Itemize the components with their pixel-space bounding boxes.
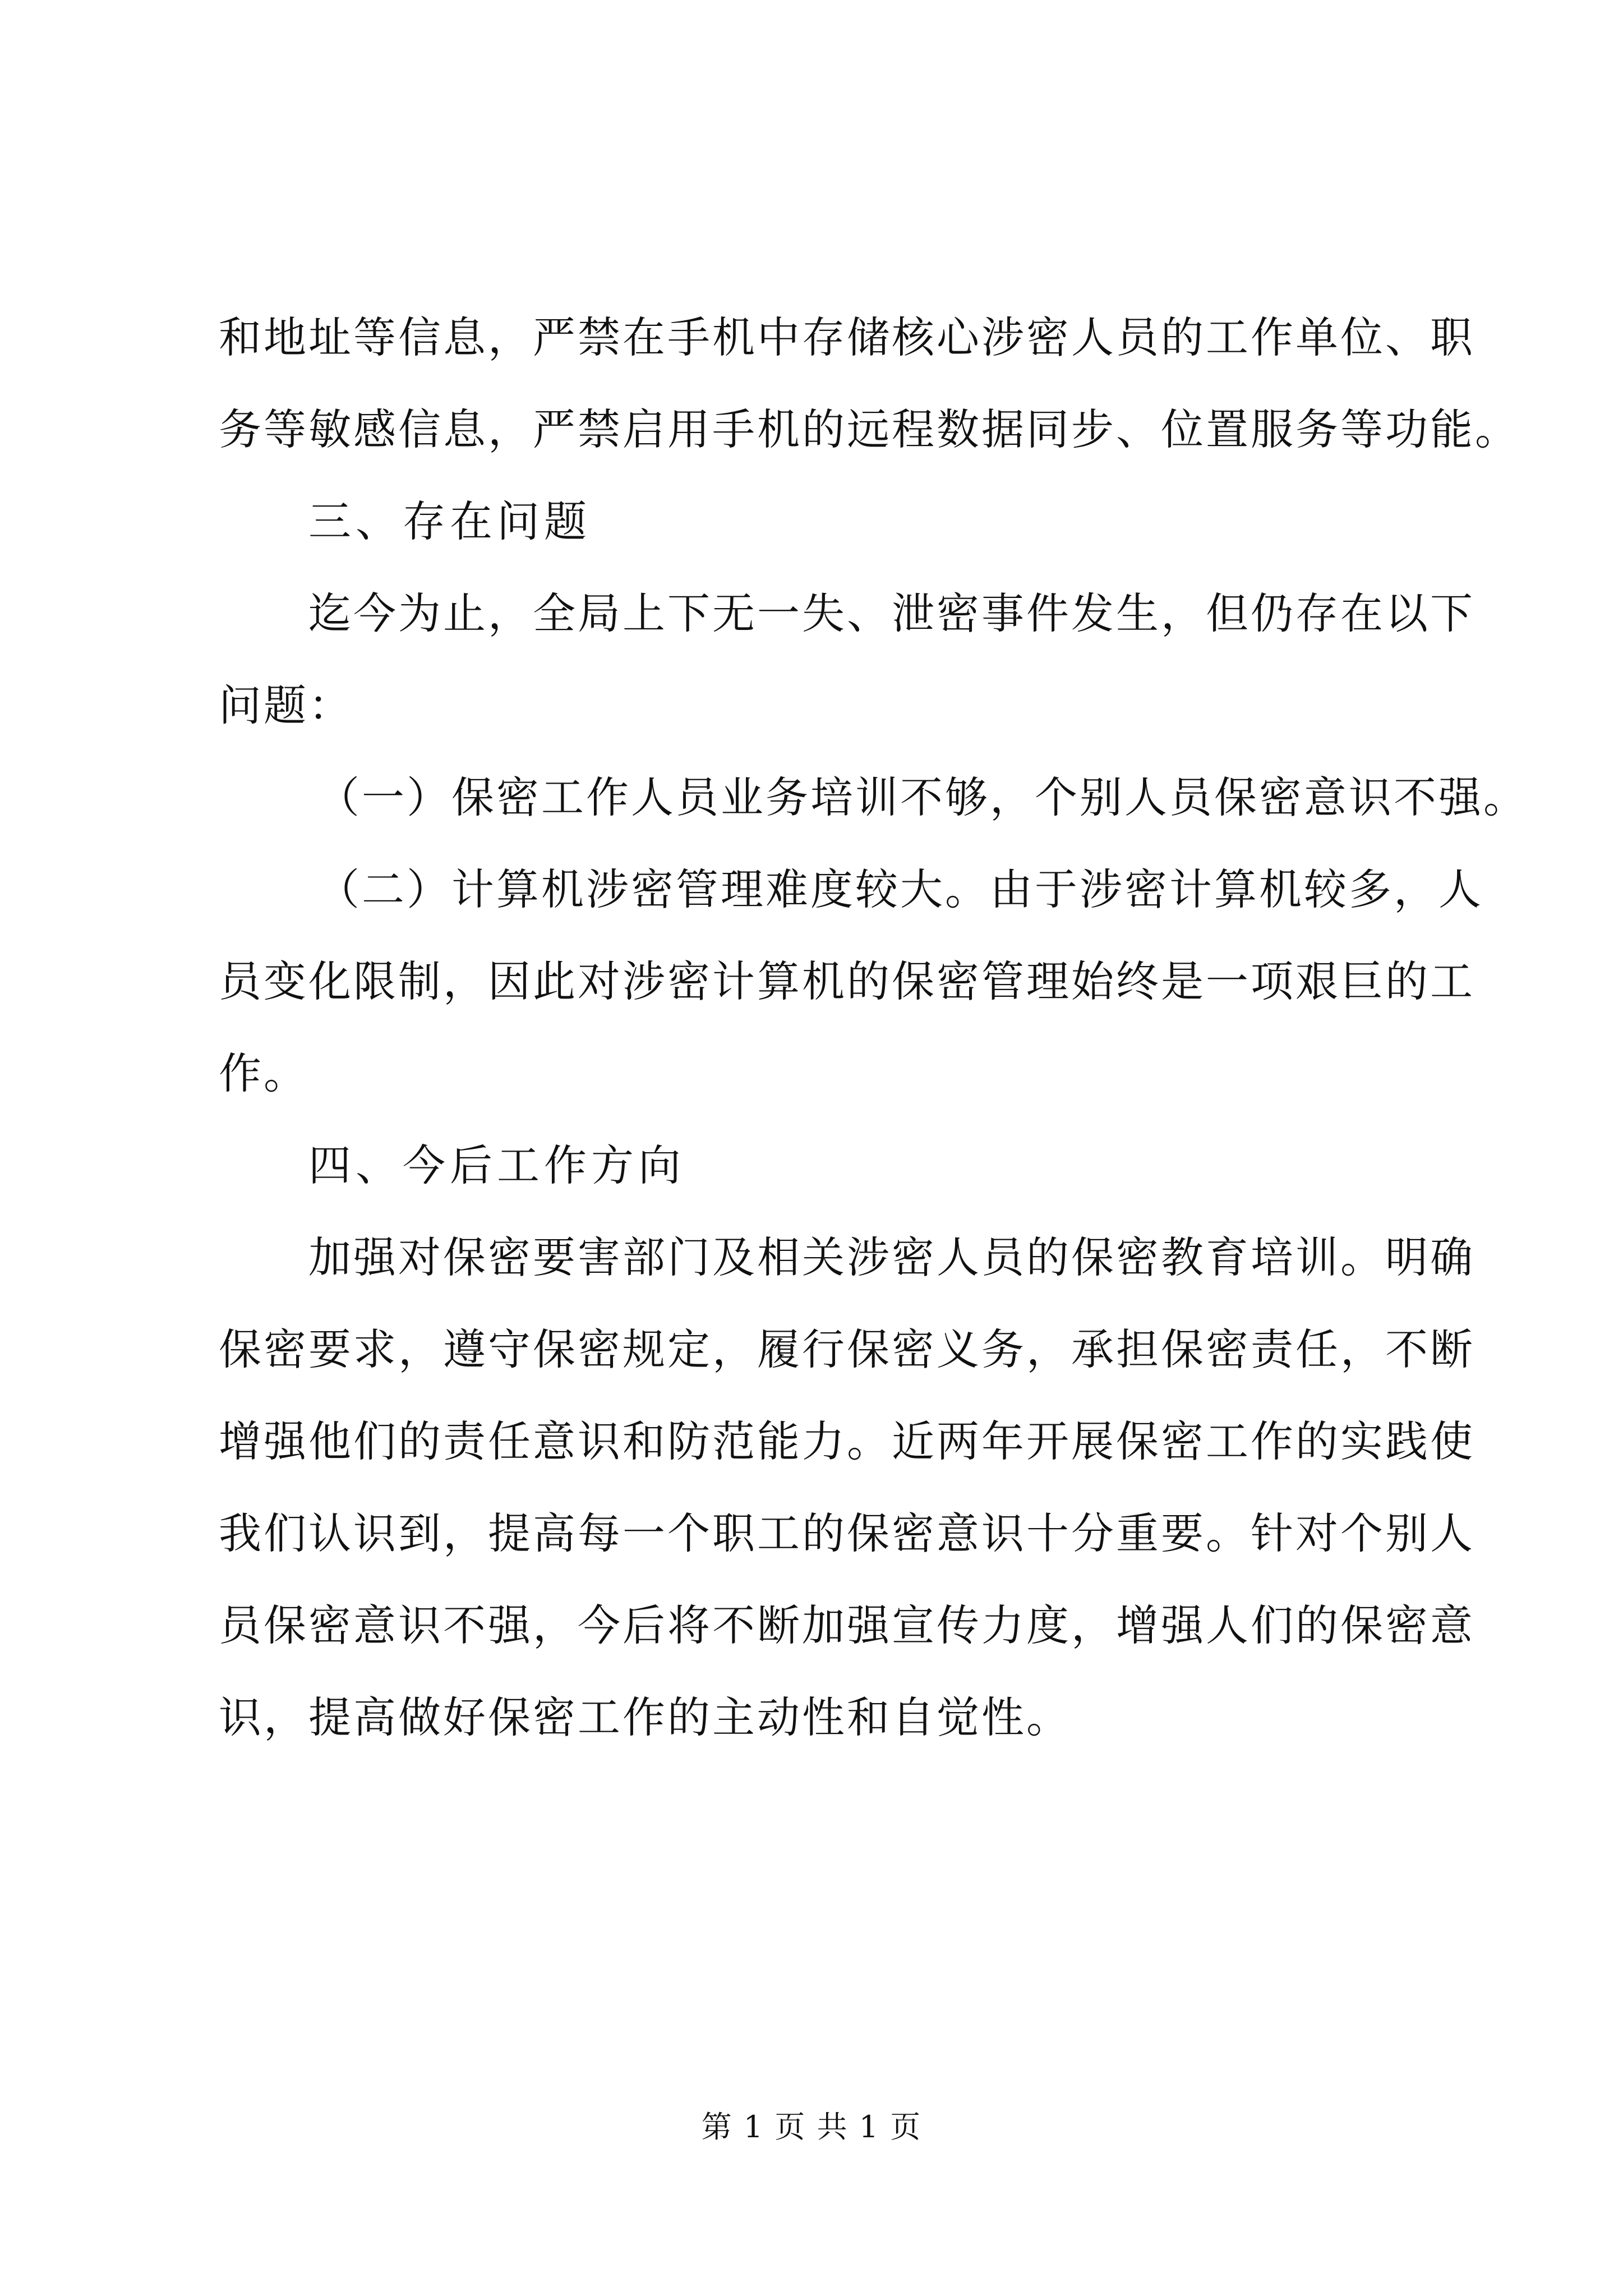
paragraph-line: 员保密意识不强，今后将不断加强宣传力度，增强人们的保密意 <box>219 1600 1475 1650</box>
paragraph-line: 员变化限制，因此对涉密计算机的保密管理始终是一项艰巨的工 <box>219 956 1475 1006</box>
paragraph-line: 我们认识到，提高每一个职工的保密意识十分重要。针对个别人 <box>219 1508 1475 1558</box>
paragraph-line: 和地址等信息，严禁在手机中存储核心涉密人员的工作单位、职 <box>219 312 1475 362</box>
list-item: （一）保密工作人员业务培训不够，个别人员保密意识不强。 <box>317 772 1528 822</box>
section-heading: 三、存在问题 <box>308 496 591 546</box>
page-footer: 第 1 页 共 1 页 <box>701 2109 922 2145</box>
paragraph-line: 识，提高做好保密工作的主动性和自觉性。 <box>219 1692 1071 1742</box>
paragraph-line: 问题： <box>219 680 353 730</box>
paragraph-line: 务等敏感信息，严禁启用手机的远程数据同步、位置服务等功能。 <box>219 404 1520 454</box>
paragraph-line: 保密要求，遵守保密规定，履行保密义务，承担保密责任，不断 <box>219 1324 1475 1374</box>
paragraph-line: 迄今为止，全局上下无一失、泄密事件发生，但仍存在以下 <box>308 588 1475 638</box>
paragraph-line: 作。 <box>219 1048 308 1098</box>
document-body <box>219 292 1528 1764</box>
section-heading: 四、今后工作方向 <box>308 1140 685 1190</box>
paragraph-line: 增强他们的责任意识和防范能力。近两年开展保密工作的实践使 <box>219 1416 1475 1466</box>
paragraph-line: 加强对保密要害部门及相关涉密人员的保密教育培训。明确 <box>308 1232 1475 1282</box>
list-item: （二）计算机涉密管理难度较大。由于涉密计算机较多，人 <box>317 864 1483 914</box>
